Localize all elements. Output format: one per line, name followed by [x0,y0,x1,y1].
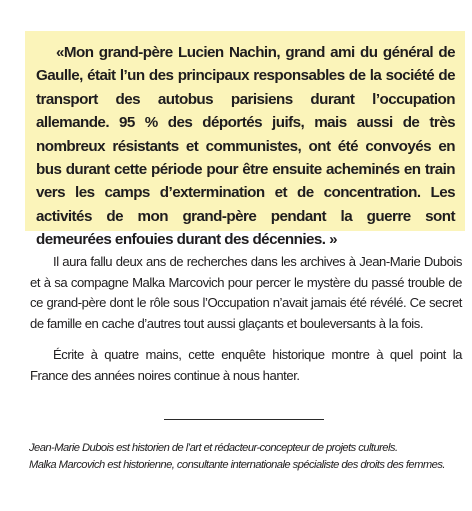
quote-text: «Mon grand-père Lucien Nachin, grand ami du général de Gaulle, était l’un des principaux responsables de la société de transport des autobus parisiens durant l’occupation allemande. 95 % des déportés juifs, mais aussi de très nombreux résistants et communistes, ont été convoyés en bus durant cette période pour être ensuite acheminés en train vers les camps d’extermination et de concentration. Les activités de mon grand-père pendant la guerre sont demeurées enfouies durant des décennies. » [36,44,455,249]
summary-paragraph-1: Il aura fallu deux ans de recherches dans les archives à Jean-Marie Dubois et à sa compagne Malka Marcovich pour percer le mystère du passé trouble de ce grand-père dont le rôle sous l’Occupation n’avait jamais été révélé. Ce secret de famille en cache d’autres tout aussi glaçants et bouleversants à la fois. [30,254,462,331]
separator-rule [164,419,324,420]
quote-box [25,31,465,249]
summary-paragraph-2: Écrite à quatre mains, cette enquête historique montre à quel point la France des années noires continue à nous hanter. [30,347,462,383]
author-bio-marcovich: Malka Marcovich est historienne, consultante internationale spécialiste des droits des femmes. [29,459,445,471]
summary-text [30,252,462,398]
author-bio-dubois: Jean-Marie Dubois est historien de l’art et rédacteur-concepteur de projets culturels. [29,442,398,454]
author-bios [29,440,469,474]
